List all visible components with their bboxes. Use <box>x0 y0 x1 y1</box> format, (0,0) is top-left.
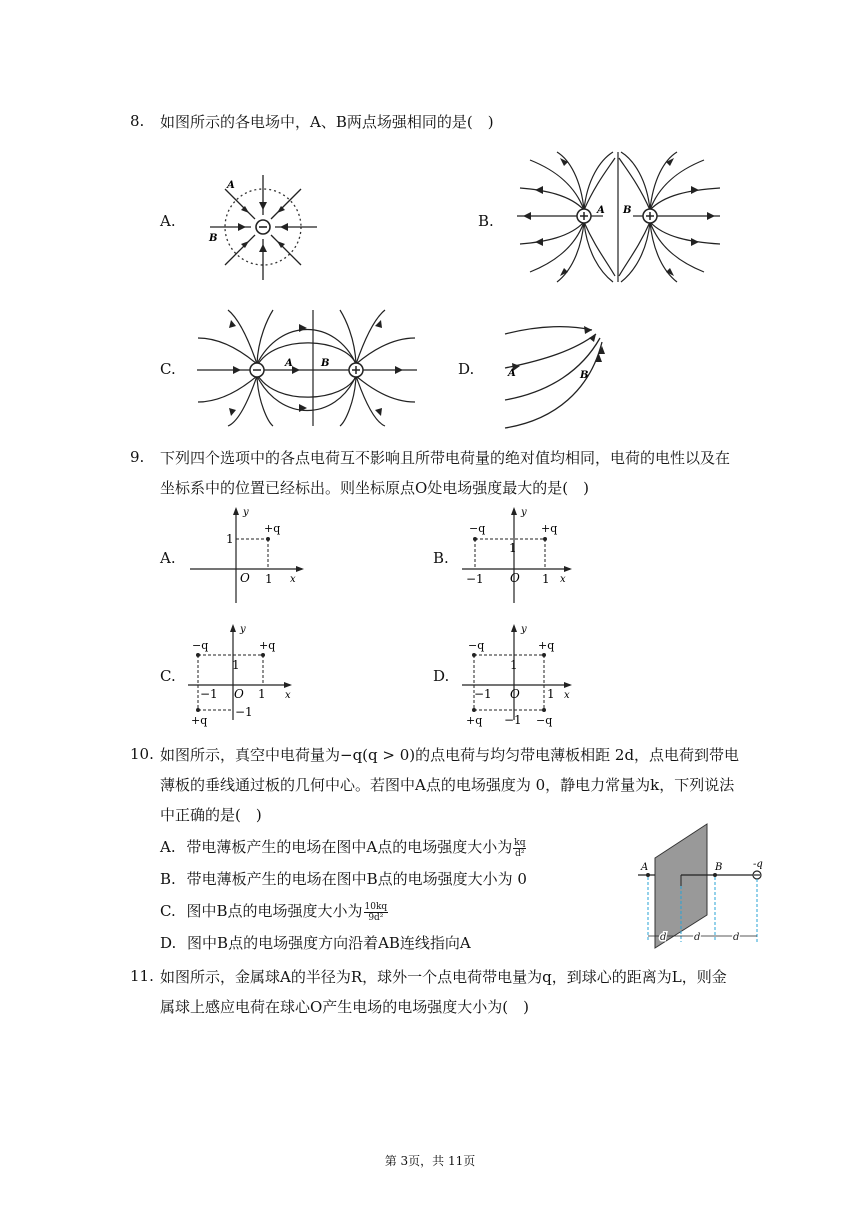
q8b-point-b: B <box>623 205 632 216</box>
q10-stem-line1: 如图所示，真空中电荷量为−q(q > 0)的点电荷与均匀带电薄板相距 2d，点电荷到带电 <box>160 746 740 764</box>
q9c-ym1: −1 <box>235 705 253 719</box>
q9d-origin: O <box>510 687 520 701</box>
q9d-charge-tl: −q <box>468 639 485 652</box>
q10-stem-line3: 中正确的是( ) <box>160 806 262 824</box>
q10-option-d <box>160 932 471 953</box>
q8c-point-b: B <box>321 358 330 369</box>
q9-stem-line2: 坐标系中的位置已经标出。则坐标原点O处电场强度最大的是( ) <box>160 479 590 497</box>
q9d-charge-bl: +q <box>466 714 483 727</box>
q9b-x-label: x <box>560 574 566 585</box>
q10-option-d-text: 图中B点的电场强度方向沿着AB连线指向A <box>187 934 471 952</box>
q10-label-d3: d <box>733 932 740 943</box>
q10-option-d-label: D. <box>160 934 177 952</box>
q10-option-a-numerator: kq <box>514 837 526 848</box>
q10-option-b <box>160 868 527 889</box>
q9b-xm1: −1 <box>466 572 484 586</box>
q9c-origin: O <box>234 687 244 701</box>
q9d-x1: 1 <box>547 687 555 701</box>
q10-option-a-fraction <box>513 838 526 859</box>
q9c-y1: 1 <box>232 658 240 672</box>
q9a-x1: 1 <box>265 572 273 586</box>
q8d-point-b: B <box>580 370 589 381</box>
q9-figure-c <box>188 622 308 727</box>
q9b-charge-right: +q <box>541 522 558 535</box>
q8-figure-c <box>195 308 420 428</box>
q10-option-c-label: C. <box>160 902 176 920</box>
q9d-y1: 1 <box>510 658 518 672</box>
q8a-point-a: A <box>227 180 235 191</box>
q8-figure-a <box>205 170 325 290</box>
q9a-y-label: y <box>243 507 249 518</box>
q9-option-a-label: A. <box>160 549 176 567</box>
q9d-xm1: −1 <box>474 687 492 701</box>
q9a-origin: O <box>240 571 250 585</box>
q10-option-c-fraction <box>364 902 389 923</box>
q8-option-b-label: B. <box>478 212 494 230</box>
q8d-point-a: A <box>508 368 516 379</box>
q9-option-b-label: B. <box>433 549 449 567</box>
q10-label-d2: d <box>694 932 701 943</box>
q9c-charge-bl: +q <box>191 714 208 727</box>
q9a-charge: +q <box>264 522 281 535</box>
q9a-x-label: x <box>290 574 296 585</box>
q9b-x1: 1 <box>542 572 550 586</box>
q9d-ym1: −1 <box>504 713 522 727</box>
q10-label-d1: d <box>660 932 667 943</box>
q10-figure <box>635 820 775 950</box>
q10-label-a: A <box>641 862 649 873</box>
q8b-point-a: A <box>597 205 605 216</box>
q8-figure-b <box>515 150 725 285</box>
q10-option-b-label: B. <box>160 870 176 888</box>
q10-number: 10. <box>130 745 154 763</box>
q11-stem-line1: 如图所示，金属球A的半径为R，球外一个点电荷带电量为q，到球心的距离为L，则金 <box>160 968 727 986</box>
q9b-charge-left: −q <box>469 522 486 535</box>
q10-option-a-label: A. <box>160 838 176 856</box>
q8-option-c-label: C. <box>160 360 176 378</box>
q10-option-a <box>160 836 526 859</box>
q10-label-charge: -q <box>753 859 763 870</box>
q9c-x-label: x <box>285 690 291 701</box>
page-footer: 第 3页，共 11页 <box>384 1154 476 1168</box>
q10-option-c-denominator: 9d² <box>368 912 384 923</box>
q9d-y-label: y <box>521 624 527 635</box>
q9c-y-label: y <box>240 624 246 635</box>
q9c-charge-tr: +q <box>259 639 276 652</box>
q9c-x1: 1 <box>258 687 266 701</box>
q9-option-d-label: D. <box>433 667 450 685</box>
q10-option-c-numerator: 10kq <box>364 901 388 912</box>
q9c-xm1: −1 <box>200 687 218 701</box>
q9b-origin: O <box>510 571 520 585</box>
q11-stem-line2: 属球上感应电荷在球心O产生电场的电场强度大小为( ) <box>160 998 530 1016</box>
q9-figure-d <box>460 622 580 727</box>
q10-option-b-text: 带电薄板产生的电场在图中B点的电场强度大小为 0 <box>186 870 527 888</box>
q9-option-c-label: C. <box>160 667 176 685</box>
q9d-charge-tr: +q <box>538 639 555 652</box>
q9-figure-a <box>190 505 310 605</box>
q8-option-a-label: A. <box>160 212 176 230</box>
q10-option-c-text: 图中B点的电场强度大小为 <box>186 902 363 920</box>
q8a-point-b: B <box>209 233 218 244</box>
q9-number: 9. <box>130 448 145 466</box>
q9c-charge-tl: −q <box>192 639 209 652</box>
q9a-y1: 1 <box>226 532 234 546</box>
q10-option-a-text: 带电薄板产生的电场在图中A点的电场强度大小为 <box>186 838 513 856</box>
q9d-x-label: x <box>564 690 570 701</box>
q9d-charge-br: −q <box>536 714 553 727</box>
q9b-y1: 1 <box>509 541 517 555</box>
q10-stem-line2: 薄板的垂线通过板的几何中心。若图中A点的电场强度为 0，静电力常量为k，下列说法 <box>160 776 735 794</box>
q8-figure-d <box>500 320 610 430</box>
q8-option-d-label: D. <box>458 360 475 378</box>
q9-stem-line1: 下列四个选项中的各点电荷互不影响且所带电荷量的绝对值均相同，电荷的电性以及在 <box>160 449 731 467</box>
q8-stem: 如图所示的各电场中，A、B两点场强相同的是( ) <box>160 113 494 131</box>
q8c-point-a: A <box>285 358 293 369</box>
q9-figure-b <box>460 505 580 605</box>
q10-label-b: B <box>715 862 723 873</box>
q10-option-c <box>160 900 388 923</box>
q11-number: 11. <box>130 967 154 985</box>
q8-number: 8. <box>130 112 145 130</box>
q10-option-a-denominator: d² <box>515 848 525 859</box>
q9b-y-label: y <box>521 507 527 518</box>
